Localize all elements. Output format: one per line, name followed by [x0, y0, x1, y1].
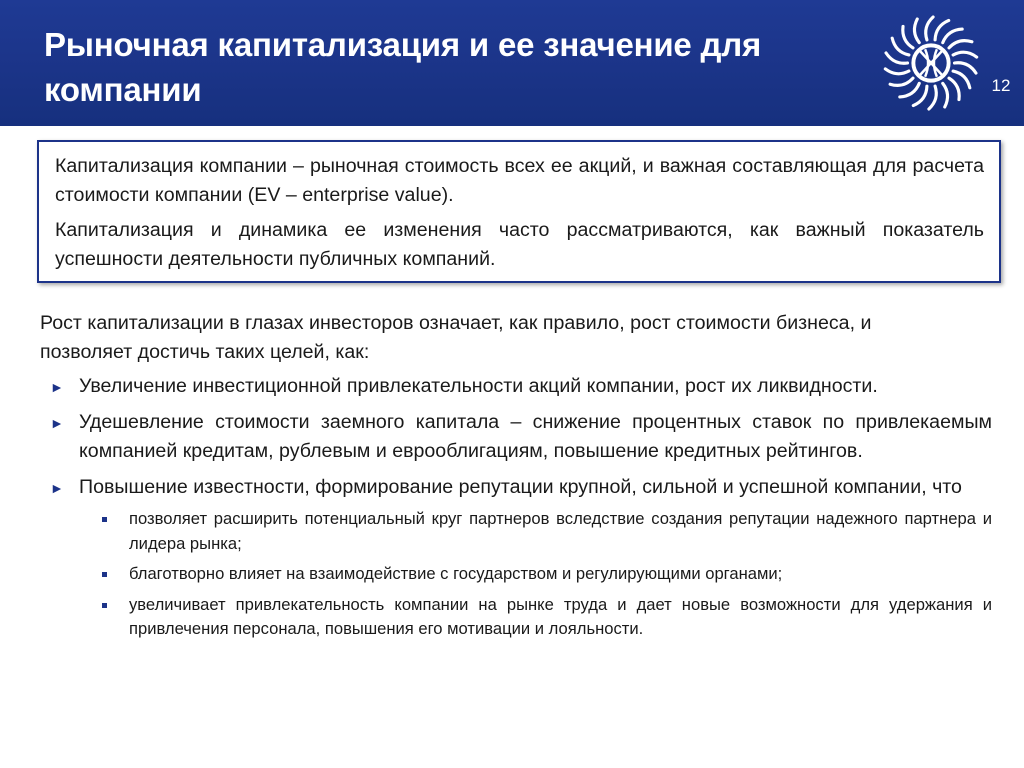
sub-list-item [79, 562, 992, 587]
slide-header [0, 0, 1024, 126]
arrow-bullet-icon: ► [50, 479, 64, 496]
goals-list [50, 372, 992, 648]
sun-energy-logo-icon [882, 14, 980, 112]
arrow-bullet-icon: ► [50, 414, 64, 431]
sub-list [79, 507, 992, 642]
definition-paragraph: Капитализация компании – рыночная стоимость всех ее акций, и важная составляющая для расчета стоимости компании (EV – enterprise value). [55, 155, 984, 206]
arrow-bullet-icon: ► [50, 379, 64, 395]
definition-paragraph: Капитализация и динамика ее изменения часто рассматриваются, как важный показатель успешности деятельности публичных компаний. [55, 219, 984, 270]
sub-list-item [79, 507, 992, 556]
logo-ray [929, 86, 936, 109]
list-item-text: Повышение известности, формирование репутации крупной, сильной и успешной компании, что [79, 475, 962, 498]
logo-ray [943, 83, 948, 107]
sub-list-item [79, 593, 992, 642]
logo-ray [949, 78, 959, 99]
logo-ray [953, 52, 977, 57]
page-number: 12 [991, 76, 1011, 95]
list-item-text: Увеличение инвестиционной привлекательности акций компании, рост их ликвидности. [79, 375, 878, 397]
list-item-text: Удешевление стоимости заемного капитала – снижение процентных ставок по привлекаемым компанией кредитам, рублевым и еврооблигациям, повышение кредитных рейтингов. [79, 410, 992, 462]
sub-list-item-text: увеличивает привлекательность компании на рынке труда и дает новые возможности для удержания и привлечения персонала, повышения его мотивации и лояльности. [129, 594, 992, 638]
logo-ray [903, 26, 913, 47]
list-item [50, 372, 992, 402]
sub-list-item-text: благотворно влияет на взаимодействие с государством и регулирующими органами; [129, 564, 783, 583]
square-bullet-icon [102, 572, 107, 577]
slide-title: Рыночная капитализация и ее значение для компании [44, 26, 762, 108]
definition-box [37, 140, 1001, 283]
list-item [50, 473, 992, 642]
logo-ray [885, 69, 909, 74]
sub-list-item-text: позволяет расширить потенциальный круг партнеров вследствие создания репутации надежного партнера и лидера рынка; [129, 509, 992, 553]
list-item [50, 408, 992, 467]
intro-text: Рост капитализации в глазах инвесторов означает, как правило, рост стоимости бизнеса, и позволяет достичь таких целей, как: [40, 312, 872, 363]
logo-ray [890, 78, 913, 85]
square-bullet-icon [102, 517, 107, 522]
logo-ray [949, 41, 972, 48]
logo-ray [926, 17, 933, 40]
logo-ray [914, 19, 919, 43]
square-bullet-icon [102, 603, 107, 608]
